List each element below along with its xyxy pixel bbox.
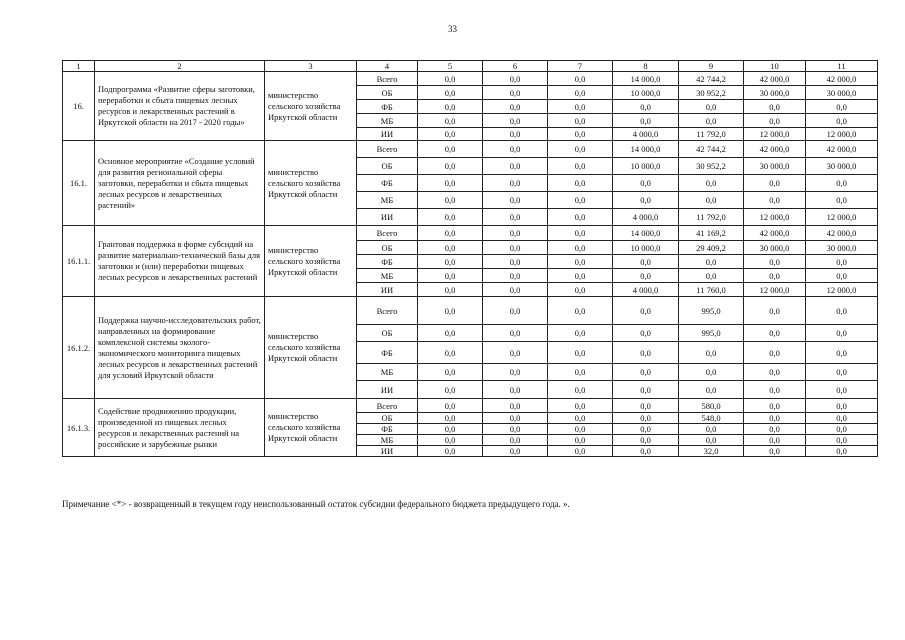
amount-cell: 0,0 (613, 424, 679, 435)
amount-cell: 0,0 (613, 413, 679, 424)
amount-cell: 0,0 (483, 175, 548, 192)
amount-cell: 0,0 (806, 269, 878, 283)
row-code: 16. (63, 72, 95, 141)
amount-cell: 0,0 (483, 381, 548, 399)
program-description: Грантовая поддержка в форме субсидий на развитие материально-технической базы для заготовки и (или) переработки пищевых лесных ресурсов и лекарственных растений (95, 226, 265, 297)
amount-cell: 0,0 (613, 192, 679, 209)
amount-cell: 42 744,2 (679, 141, 744, 158)
amount-cell: 0,0 (548, 128, 613, 141)
amount-cell: 30 000,0 (744, 158, 806, 175)
amount-cell: 30 000,0 (744, 241, 806, 255)
amount-cell: 0,0 (744, 413, 806, 424)
row-code: 16.1.1. (63, 226, 95, 297)
amount-cell: 0,0 (679, 342, 744, 364)
executor: министерство сельского хозяйства Иркутской области (265, 141, 357, 226)
funding-source: ИИ (357, 381, 418, 399)
amount-cell: 0,0 (418, 399, 483, 413)
amount-cell: 0,0 (744, 175, 806, 192)
amount-cell: 0,0 (679, 192, 744, 209)
amount-cell: 4 000,0 (613, 209, 679, 226)
amount-cell: 0,0 (418, 209, 483, 226)
amount-cell: 0,0 (418, 413, 483, 424)
amount-cell: 0,0 (483, 241, 548, 255)
column-header: 9 (679, 61, 744, 72)
amount-cell: 14 000,0 (613, 72, 679, 86)
funding-source: ОБ (357, 158, 418, 175)
amount-cell: 0,0 (418, 342, 483, 364)
amount-cell: 0,0 (483, 192, 548, 209)
amount-cell: 0,0 (744, 269, 806, 283)
amount-cell: 12 000,0 (744, 128, 806, 141)
amount-cell: 0,0 (548, 241, 613, 255)
amount-cell: 0,0 (744, 435, 806, 446)
amount-cell: 0,0 (613, 342, 679, 364)
amount-cell: 0,0 (744, 255, 806, 269)
amount-cell: 0,0 (483, 424, 548, 435)
funding-source: ФБ (357, 100, 418, 114)
amount-cell: 12 000,0 (806, 128, 878, 141)
amount-cell: 0,0 (418, 255, 483, 269)
amount-cell: 0,0 (679, 381, 744, 399)
funding-source: Всего (357, 399, 418, 413)
amount-cell: 10 000,0 (613, 86, 679, 100)
amount-cell: 548,0 (679, 413, 744, 424)
amount-cell: 0,0 (483, 226, 548, 241)
amount-cell: 0,0 (806, 325, 878, 342)
table-row (63, 72, 878, 86)
amount-cell: 0,0 (548, 175, 613, 192)
column-number-row (63, 61, 878, 72)
funding-source: ФБ (357, 342, 418, 364)
amount-cell: 42 000,0 (806, 226, 878, 241)
table-body (63, 72, 878, 457)
funding-source: МБ (357, 435, 418, 446)
amount-cell: 0,0 (744, 114, 806, 128)
funding-source: ОБ (357, 241, 418, 255)
amount-cell: 0,0 (806, 342, 878, 364)
amount-cell: 12 000,0 (744, 283, 806, 297)
amount-cell: 0,0 (806, 175, 878, 192)
amount-cell: 0,0 (418, 269, 483, 283)
amount-cell: 995,0 (679, 325, 744, 342)
column-header: 11 (806, 61, 878, 72)
table-row (63, 399, 878, 413)
funding-source: ОБ (357, 413, 418, 424)
amount-cell: 0,0 (548, 413, 613, 424)
amount-cell: 0,0 (483, 283, 548, 297)
amount-cell: 0,0 (483, 128, 548, 141)
amount-cell: 0,0 (744, 192, 806, 209)
amount-cell: 0,0 (483, 72, 548, 86)
table-row (63, 226, 878, 241)
amount-cell: 0,0 (418, 381, 483, 399)
amount-cell: 995,0 (679, 297, 744, 325)
amount-cell: 0,0 (548, 226, 613, 241)
funding-source: МБ (357, 269, 418, 283)
funding-source: ИИ (357, 209, 418, 226)
amount-cell: 4 000,0 (613, 128, 679, 141)
amount-cell: 0,0 (548, 255, 613, 269)
column-header: 2 (95, 61, 265, 72)
amount-cell: 0,0 (744, 399, 806, 413)
amount-cell: 11 792,0 (679, 128, 744, 141)
executor: министерство сельского хозяйства Иркутской области (265, 226, 357, 297)
amount-cell: 0,0 (483, 269, 548, 283)
amount-cell: 0,0 (418, 100, 483, 114)
amount-cell: 0,0 (744, 100, 806, 114)
funding-source: ИИ (357, 283, 418, 297)
funding-source: ИИ (357, 446, 418, 457)
budget-table (62, 60, 878, 457)
column-header: 5 (418, 61, 483, 72)
amount-cell: 12 000,0 (806, 209, 878, 226)
amount-cell: 0,0 (679, 435, 744, 446)
row-code: 16.1. (63, 141, 95, 226)
amount-cell: 42 000,0 (744, 72, 806, 86)
amount-cell: 0,0 (806, 381, 878, 399)
amount-cell: 11 792,0 (679, 209, 744, 226)
amount-cell: 0,0 (418, 325, 483, 342)
amount-cell: 14 000,0 (613, 226, 679, 241)
funding-source: Всего (357, 72, 418, 86)
amount-cell: 0,0 (806, 297, 878, 325)
amount-cell: 0,0 (548, 100, 613, 114)
amount-cell: 0,0 (613, 399, 679, 413)
program-description: Поддержка научно-исследовательских работ, направленных на формирование комплексной системы эколого-экономического мониторинга пищевых лесных ресурсов и лекарственных растений для условий Иркутской области (95, 297, 265, 399)
amount-cell: 0,0 (744, 381, 806, 399)
amount-cell: 42 000,0 (806, 141, 878, 158)
amount-cell: 0,0 (483, 446, 548, 457)
amount-cell: 0,0 (483, 297, 548, 325)
amount-cell: 0,0 (679, 114, 744, 128)
funding-source: Всего (357, 141, 418, 158)
amount-cell: 0,0 (418, 86, 483, 100)
amount-cell: 0,0 (548, 158, 613, 175)
amount-cell: 0,0 (806, 100, 878, 114)
amount-cell: 0,0 (744, 342, 806, 364)
amount-cell: 580,0 (679, 399, 744, 413)
amount-cell: 0,0 (613, 325, 679, 342)
amount-cell: 0,0 (418, 192, 483, 209)
amount-cell: 0,0 (744, 325, 806, 342)
amount-cell: 0,0 (613, 175, 679, 192)
amount-cell: 0,0 (613, 114, 679, 128)
amount-cell: 0,0 (483, 435, 548, 446)
amount-cell: 0,0 (548, 114, 613, 128)
amount-cell: 0,0 (806, 399, 878, 413)
amount-cell: 0,0 (483, 114, 548, 128)
page-number: 33 (448, 24, 457, 34)
amount-cell: 0,0 (483, 141, 548, 158)
amount-cell: 0,0 (483, 209, 548, 226)
amount-cell: 0,0 (806, 192, 878, 209)
column-header: 10 (744, 61, 806, 72)
amount-cell: 0,0 (679, 269, 744, 283)
executor: министерство сельского хозяйства Иркутской области (265, 399, 357, 457)
amount-cell: 0,0 (806, 364, 878, 381)
amount-cell: 0,0 (483, 364, 548, 381)
amount-cell: 0,0 (418, 424, 483, 435)
amount-cell: 0,0 (679, 424, 744, 435)
amount-cell: 0,0 (679, 364, 744, 381)
amount-cell: 0,0 (679, 100, 744, 114)
funding-source: ФБ (357, 175, 418, 192)
amount-cell: 0,0 (806, 446, 878, 457)
amount-cell: 0,0 (806, 114, 878, 128)
program-description: Подпрограмма «Развитие сферы заготовки, переработки и сбыта пищевых лесных ресурсов и лекарственных растений в Иркутской области на 2017 - 2020 годы» (95, 72, 265, 141)
amount-cell: 0,0 (548, 192, 613, 209)
amount-cell: 0,0 (483, 158, 548, 175)
amount-cell: 0,0 (483, 342, 548, 364)
amount-cell: 0,0 (418, 297, 483, 325)
amount-cell: 0,0 (418, 241, 483, 255)
amount-cell: 0,0 (548, 269, 613, 283)
amount-cell: 42 000,0 (744, 226, 806, 241)
amount-cell: 30 952,2 (679, 86, 744, 100)
amount-cell: 0,0 (418, 446, 483, 457)
funding-source: ОБ (357, 325, 418, 342)
amount-cell: 0,0 (548, 342, 613, 364)
amount-cell: 0,0 (548, 209, 613, 226)
amount-cell: 0,0 (483, 325, 548, 342)
amount-cell: 0,0 (613, 269, 679, 283)
amount-cell: 0,0 (613, 255, 679, 269)
amount-cell: 0,0 (483, 100, 548, 114)
amount-cell: 0,0 (613, 381, 679, 399)
funding-source: Всего (357, 226, 418, 241)
funding-source: МБ (357, 364, 418, 381)
amount-cell: 0,0 (548, 325, 613, 342)
amount-cell: 0,0 (548, 72, 613, 86)
amount-cell: 0,0 (613, 297, 679, 325)
executor: министерство сельского хозяйства Иркутской области (265, 297, 357, 399)
amount-cell: 0,0 (806, 435, 878, 446)
funding-source: ИИ (357, 128, 418, 141)
amount-cell: 0,0 (548, 381, 613, 399)
amount-cell: 0,0 (418, 283, 483, 297)
funding-source: Всего (357, 297, 418, 325)
amount-cell: 0,0 (806, 424, 878, 435)
amount-cell: 0,0 (483, 255, 548, 269)
amount-cell: 0,0 (613, 364, 679, 381)
amount-cell: 0,0 (744, 446, 806, 457)
footnote: Примечание <*> - возвращенный в текущем году неиспользованный остаток субсидии федерального бюджета предыдущего года. ». (62, 499, 570, 509)
funding-source: МБ (357, 192, 418, 209)
amount-cell: 0,0 (418, 158, 483, 175)
column-header: 4 (357, 61, 418, 72)
funding-source: ОБ (357, 86, 418, 100)
amount-cell: 0,0 (418, 128, 483, 141)
amount-cell: 0,0 (548, 364, 613, 381)
amount-cell: 30 952,2 (679, 158, 744, 175)
amount-cell: 0,0 (548, 297, 613, 325)
amount-cell: 30 000,0 (806, 241, 878, 255)
amount-cell: 0,0 (548, 399, 613, 413)
amount-cell: 0,0 (418, 72, 483, 86)
amount-cell: 0,0 (418, 364, 483, 381)
amount-cell: 0,0 (548, 283, 613, 297)
amount-cell: 42 000,0 (806, 72, 878, 86)
executor: министерство сельского хозяйства Иркутской области (265, 72, 357, 141)
amount-cell: 4 000,0 (613, 283, 679, 297)
amount-cell: 0,0 (548, 424, 613, 435)
table-row (63, 297, 878, 325)
amount-cell: 32,0 (679, 446, 744, 457)
amount-cell: 30 000,0 (744, 86, 806, 100)
amount-cell: 41 169,2 (679, 226, 744, 241)
amount-cell: 0,0 (418, 114, 483, 128)
amount-cell: 42 744,2 (679, 72, 744, 86)
amount-cell: 12 000,0 (744, 209, 806, 226)
program-description: Основное мероприятие «Создание условий для развития региональной сферы заготовки, переработки и сбыта пищевых лесных ресурсов и лекарственных растений» (95, 141, 265, 226)
amount-cell: 12 000,0 (806, 283, 878, 297)
amount-cell: 0,0 (418, 175, 483, 192)
amount-cell: 0,0 (418, 141, 483, 158)
amount-cell: 0,0 (613, 446, 679, 457)
amount-cell: 0,0 (613, 435, 679, 446)
amount-cell: 0,0 (744, 297, 806, 325)
amount-cell: 30 000,0 (806, 158, 878, 175)
amount-cell: 0,0 (418, 226, 483, 241)
amount-cell: 0,0 (483, 399, 548, 413)
row-code: 16.1.2. (63, 297, 95, 399)
amount-cell: 11 760,0 (679, 283, 744, 297)
amount-cell: 0,0 (744, 424, 806, 435)
amount-cell: 0,0 (483, 86, 548, 100)
amount-cell: 0,0 (806, 255, 878, 269)
funding-source: ФБ (357, 424, 418, 435)
funding-source: МБ (357, 114, 418, 128)
program-description: Содействие продвижению продукции, произведенной из пищевых лесных ресурсов и лекарственных растений на российские и зарубежные рынки (95, 399, 265, 457)
column-header: 3 (265, 61, 357, 72)
amount-cell: 0,0 (613, 100, 679, 114)
amount-cell: 0,0 (548, 141, 613, 158)
amount-cell: 0,0 (548, 446, 613, 457)
amount-cell: 14 000,0 (613, 141, 679, 158)
amount-cell: 0,0 (483, 413, 548, 424)
amount-cell: 0,0 (744, 364, 806, 381)
amount-cell: 42 000,0 (744, 141, 806, 158)
amount-cell: 0,0 (806, 413, 878, 424)
amount-cell: 10 000,0 (613, 158, 679, 175)
column-header: 8 (613, 61, 679, 72)
amount-cell: 29 409,2 (679, 241, 744, 255)
column-header: 7 (548, 61, 613, 72)
amount-cell: 0,0 (679, 175, 744, 192)
amount-cell: 0,0 (679, 255, 744, 269)
amount-cell: 0,0 (418, 435, 483, 446)
funding-source: ФБ (357, 255, 418, 269)
column-header: 1 (63, 61, 95, 72)
amount-cell: 0,0 (548, 86, 613, 100)
amount-cell: 0,0 (548, 435, 613, 446)
amount-cell: 30 000,0 (806, 86, 878, 100)
amount-cell: 10 000,0 (613, 241, 679, 255)
table-row (63, 141, 878, 158)
row-code: 16.1.3. (63, 399, 95, 457)
column-header: 6 (483, 61, 548, 72)
